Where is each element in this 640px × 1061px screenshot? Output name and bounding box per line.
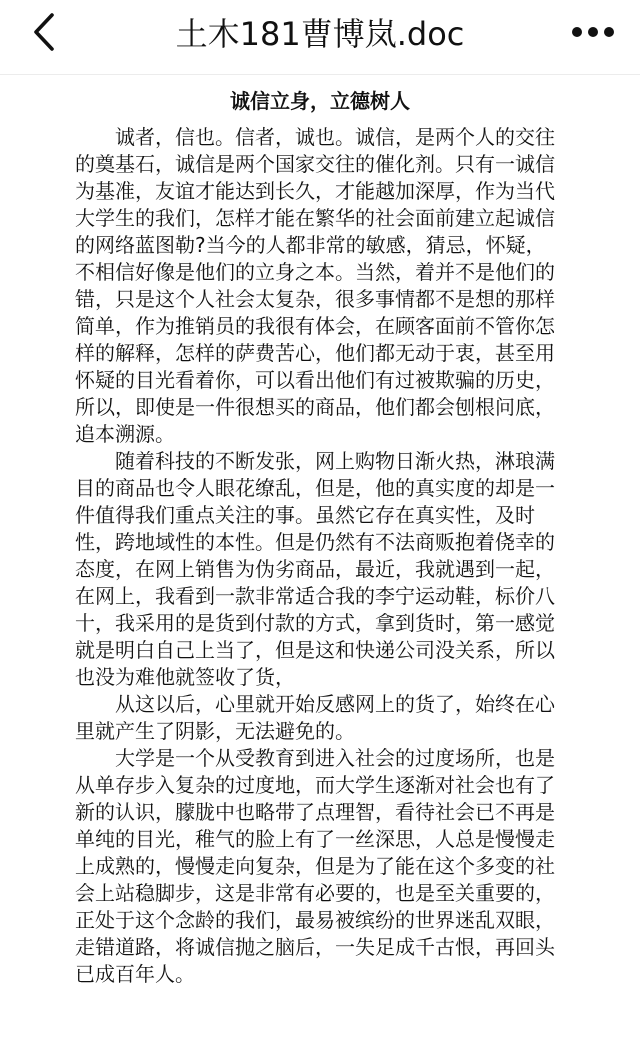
paragraph: 大学是一个从受教育到进入社会的过度场所，也是从单存步入复杂的过度地，而大学生逐渐对社会也有了新的认识，朦胧中也略带了点理智，看待社会已不再是单纯的目光，稚气的脸上有了一丝深思，人总是慢慢走上成熟的，慢慢走向复杂，但是为了能在这个多变的社会上站稳脚步，这是非常有必要的，也是至关重要的，正处于这个念龄的我们，最易被缤纷的世界迷乱双眼，走错道路，将诚信抛之脑后，一失足成千古恨，再回头已成百年人。 [75, 746, 555, 986]
more-horizontal-icon [571, 26, 615, 38]
document-heading: 诚信立身，立德树人 [230, 89, 410, 113]
document-viewer[interactable] [0, 75, 640, 1061]
paragraph: 诚者，信也。信者，诚也。诚信，是两个人的交往的奠基石，诚信是两个国家交往的催化剂。只有一诚信为基准，友谊才能达到长久，才能越加深厚，作为当代大学生的我们，怎样才能在繁华的社会面前建立起诚信的网络蓝图勒?当今的人都非常的敏感，猜忌，怀疑，不相信好像是他们的立身之本。当然，着并不是他们的错，只是这个人社会太复杂，很多事情都不是想的那样简单，作为推销员的我很有体会，在顾客面前不管你怎样的解释，怎样的萨费苦心，他们都无动于衷，甚至用怀疑的目光看着你，可以看出他们有过被欺骗的历史，所以，即使是一件很想买的商品，他们都会刨根问底，追本溯源。 [75, 125, 555, 446]
more-options-button[interactable] [568, 14, 618, 50]
document-body [75, 124, 565, 988]
back-button[interactable] [24, 10, 64, 54]
navigation-bar [0, 0, 640, 75]
document-title: 土木181曹博岚.doc [175, 15, 465, 53]
paragraph: 从这以后，心里就开始反感网上的货了，始终在心里就产生了阴影，无法避免的。 [75, 692, 555, 743]
chevron-left-icon [33, 13, 55, 51]
paragraph: 随着科技的不断发张，网上购物日渐火热，淋琅满目的商品也令人眼花缭乱，但是，他的真实度的却是一件值得我们重点关注的事。虽然它存在真实性，及时性，跨地域性的本性。但是仍然有不法商贩抱着侥幸的态度，在网上销售为伪劣商品，最近，我就遇到一起，在网上，我看到一款非常适合我的李宁运动鞋，标价八十，我采用的是货到付款的方式，拿到货时，第一感觉就是明白自己上当了，但是这和快递公司没关系，所以也没为难他就签收了货， [75, 449, 555, 689]
